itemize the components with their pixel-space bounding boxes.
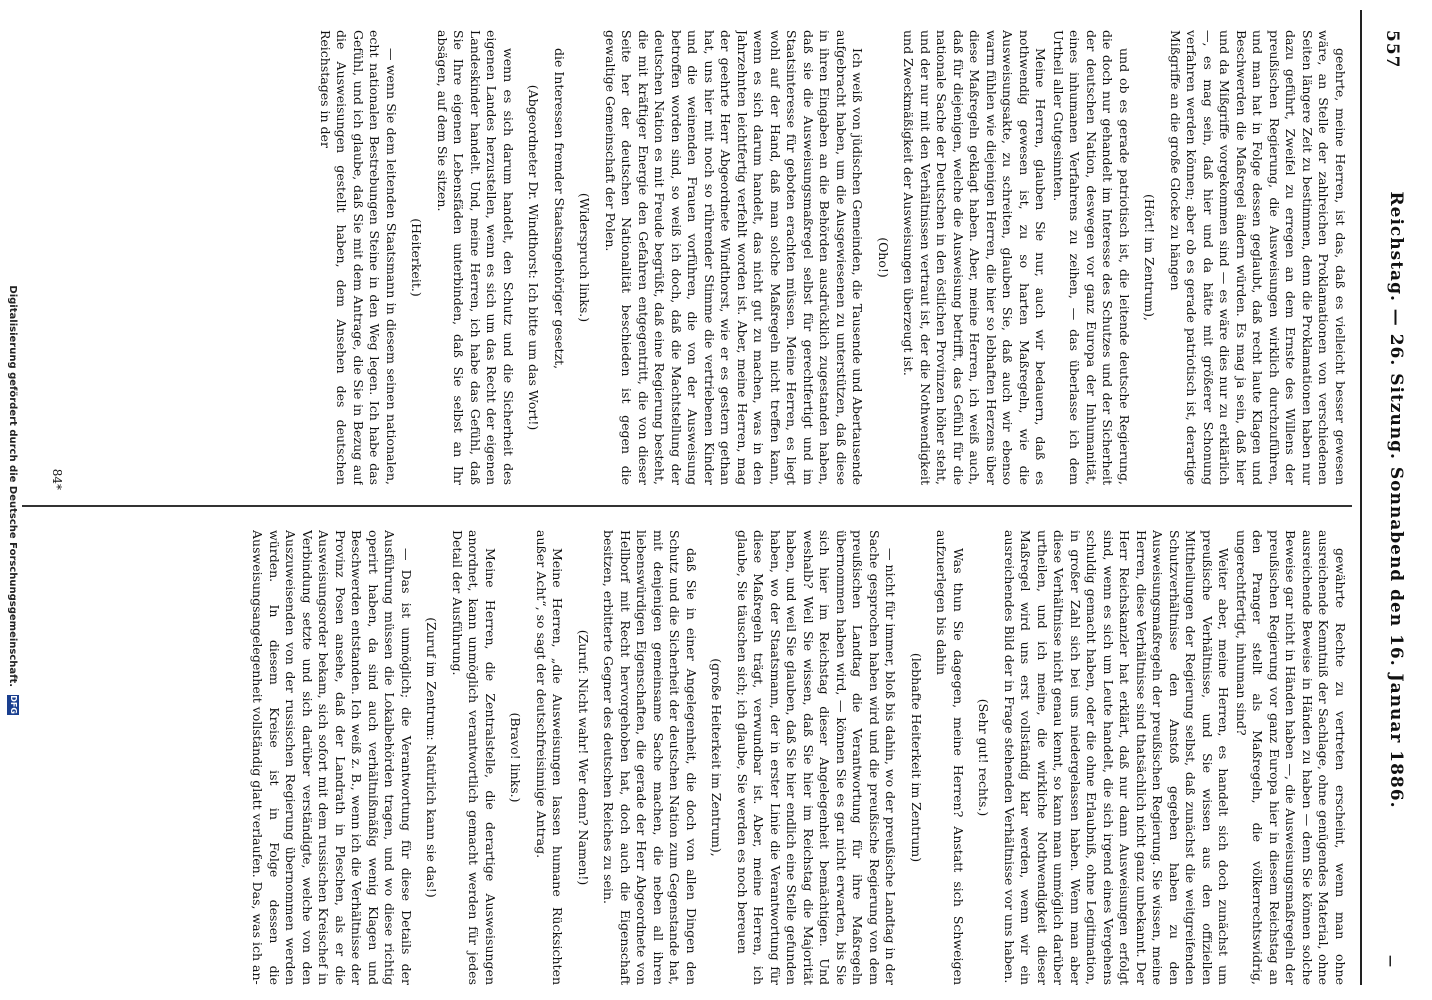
header-rule	[1360, 10, 1362, 985]
interjection: (Hört! im Zentrum),	[1142, 193, 1158, 321]
paragraph: — wenn Sie dem leitenden Staatsmann in diesem seinen nationalen, echt nationalen Bestrebungen Steine in den Weg legen. Ich habe das Gefühl, und ich glaube, daß Sie mit dem Antrage, die Sie in Bezug auf die Ausweisungen gestellt haben, dem Ansehen des deutschen Reichstages in der	[318, 30, 399, 485]
dfg-logo-icon: DFG	[9, 695, 18, 714]
interjection: (lebhafte Heiterkeit im Zentrum)	[909, 652, 924, 863]
paragraph: Meine Herren, die Zentralstelle, die derartige Ausweisungen anordnet, kann unmöglich verantwortlich gemacht werden für jedes Detail der Ausführung.	[450, 530, 498, 985]
paragraph: und ob es gerade patriotisch ist, die leitende deutsche Regierung, die doch nur gehandelt im Interesse des Schutzes und der Sicherheit der deutschen Nation, deswegen vor ganz Europa der Inhumanität, eines inhumanen Verfahrens zu zeihen, — das überlasse ich dem Urtheil aller Gutgesinnten.	[1051, 30, 1132, 485]
interjection: (Heiterkeit.)	[409, 218, 425, 297]
interjection: (Bravo! links.)	[508, 712, 524, 803]
page-title: Reichstag. — 26. Sitzung. Sonnabend den 16. Januar 1886.	[1386, 191, 1406, 809]
text-column-right	[43, 530, 1348, 985]
footer-text: Digitalisierung gefördert durch die Deutsche Forschungsgemeinschaft.	[7, 285, 18, 688]
paragraph: — Das ist unmöglich; die Verantwortung für diese Details der Ausführung müssen die Lokalbehörden tragen, und wo diese richtig operirt haben, da sind auch verhältnißmäßig wenig Klagen und Beschwerden entstanden. Ich weiß z. B., wenn ich die Verhältnisse der Provinz Posen ansehe, daß der Landrath in Pleschen, als er die Ausweisungsorder bekam, sich sofort mit dem russischen Kreischef in Verbindung setzte und sich darüber verständigte, welche von den Auszuweisenden von der russischen Regierung übernommen werden würden. In diesem Kreise ist in Folge dessen die Ausweisungsangelegenheit vollständig glatt verlaufen. Das, was ich an-	[250, 530, 414, 985]
interjection: (Zuruf im Zentrum: Natürlich kann sie das!)	[424, 617, 440, 898]
digitization-footer	[4, 0, 20, 1000]
paragraph: — nicht für immer, bloß bis dahin, wo der preußische Landtag in der Sache gesprochen haben wird und die preußische Regierung von dem preußischen Landtag die Verantwortung für ihre Maßregeln übernommen haben wird, — können Sie es gar nicht erwarten, bis Sie sich hier im Reichstag dieser Angelegenheit bemächtigen. Und weshalb? Weil Sie wissen, daß Sie hier im Reichstag die Majorität haben, und weil Sie glauben, daß Sie hier endlich eine Stelle gefunden haben, wo der Staatsmann, der in erster Linie die Verantwortung für diese Maßregeln trägt, verwundbar ist. Aber, meine Herren, ich glaube, Sie täuschen sich; ich glaube, Sie werden es noch bereuen	[735, 530, 899, 985]
paragraph: wenn es sich darum handelt, den Schutz und die Sicherheit des eigenen Landes herzustellen, wenn es sich um das Recht der eigenen Landeskinder handelt. Und, meine Herren, ich habe das Gefühl, daß Sie Ihre eigenen Lebensfäden unterbinden, daß Sie selbst an Ihr absägen, auf dem Sie sitzen.	[435, 30, 516, 485]
header-marker: —	[1384, 955, 1398, 968]
paragraph: die Interessen fremder Staatsangehöriger gesetzt,	[552, 48, 567, 370]
paragraph: Meine Herren, glauben Sie nur, auch wir bedauern, daß es nothwendig gewesen ist, zu so harten Maßregeln, wie die Ausweisungsakte, zu schreiten, glauben Sie, daß auch wir ebenso warm fühlen wie diejenigen Herren, die hier so lebhaften Herzens über diese Maßregeln geklagt haben. Aber, meine Herren, ich weiß auch, daß für diejenigen, welche die Ausweisung betrifft, das Gefühl für die nationale Sache der Deutschen in den östlichen Provinzen höher steht, und der nur mit den Verhältnissen vertraut ist, der die Nothwendigkeit und Zweckmäßigkeit der Ausweisungen überzeugt ist.	[901, 30, 1049, 485]
column-divider	[22, 505, 1352, 507]
interjection: (Widerspruch links.)	[577, 192, 593, 323]
paragraph: Meine Herren, „die Ausweisungen lassen humane Rücksichten außer Acht“, so sagt der deutschfreisinnige Antrag.	[534, 530, 566, 985]
paragraph: Was thun Sie dagegen, meine Herren? Anstatt sich Schweigen aufzuerlegen bis dahin	[934, 530, 966, 985]
interjection: (Abgeordneter Dr. Windthorst: Ich bitte um das Wort!)	[526, 84, 542, 431]
interjection: (Oho!)	[876, 237, 891, 278]
paragraph: Weiter aber, meine Herren, es handelt sich doch zunächst um preußische Verhältnisse, und Sie wissen aus den offiziellen Mittheilungen der Regierung selbst, daß zunächst die weitgreifenden Schutzverhältnisse den Anstoß gegeben haben zu den Ausweisungsmaßregeln der preußischen Regierung. Sie wissen, meine Herren, diese Verhältnisse sind thatsächlich nicht ganz unbekannt. Der Herr Reichskanzler hat erklärt, daß nur dann Ausweisungen erfolgt sind, wenn es sich um Leute handelt, die sich irgend eines Vergehens schuldig gemacht haben, oder die ohne Erlaubniß, ohne Legitimation, in großer Zahl sich bei uns niedergelassen haben. Wenn man aber diese Verhältnisse nicht genau kennt, so kann man unmöglich darüber urtheilen, und ich meine, die wirkliche Nothwendigkeit dieser Maßregel wird uns erst vollständig klar werden, wenn wir ein ausreichendes Bild der in Frage stehenden Verhältnisse vor uns haben.	[1002, 530, 1232, 985]
interjection: (Zuruf: Nicht wahr! Wer denn? Namen!)	[576, 629, 591, 886]
page-header	[1370, 20, 1420, 980]
page-number: 557	[1382, 30, 1402, 69]
paragraph: daß Sie in einer Angelegenheit, die doch von allen Dingen den Schutz und die Sicherheit der deutschen Nation zum Gegenstande hat, mit denjenigen gemeinsame Sache machen, die neben all ihren liebenswürdigen Eigenschaften, die gerade der Herr Abgeordnete von Hellborf mit Recht hervorgehoben hat, doch auch die Eigenschaft besitzen, erbitterte Gegner des deutschen Reiches zu sein.	[601, 530, 699, 985]
text-column-left	[43, 30, 1348, 485]
paragraph: Ich weiß von jüdischen Gemeinden, die Tausende und Abertausende aufgebracht haben, um die Ausgewiesenen zu unterstützen, daß diese in ihren Eingaben an die Behörden ausdrücklich zugestanden haben, daß sie die Ausweisungsmaßregel selbst für gerechtfertigt und im Staatsinteresse für geboten erachten müssen. Meine Herren, es liegt wohl auf der Hand, daß man solche Maßregeln nicht treffen kann, wenn es sich darum handelt, das nicht gut zu machen, was in den Jahrzehnten leichtfertig verfehlt worden ist. Aber, meine Herren, mag der geehrte Herr Abgeordnete Windthorst, wie er es gestern gethan hat, uns hier mit noch so rührender Stimme die vertriebenen Kinder und die weinenden Frauen vorführen, die von der Ausweisung betroffen worden sind, so weiß ich doch, daß die Machtstellung der deutschen Nation es mit Freude begrüßt, daß eine Regierung besteht, die mit kräftiger Energie den Gefahren entgegentritt, die von dieser Seite her der deutschen Nationalität beschieden ist gegen die gewaltige Gemeinschaft der Polen.	[603, 30, 866, 485]
paragraph: geehrte, meine Herren, ist das, daß es vielleicht besser gewesen wäre, an Stelle der zahlreichen Proklamationen von verschiedenen Seiten längere Zeit zu bestimmen, denn die Proklamationen haben nur dazu geführt, Zweifel zu erregen an dem Ernste des Willens der preußischen Regierung, die Ausweisungen wirklich durchzuführen, und man hat in Folge dessen geglaubt, daß recht laute Klagen und Beschwerden die Maßregel ändern würden. Es mag ja sein, daß hier und da Mißgriffe vorgekommen sind — es wäre dies nur zu erklärlich —, es mag sein, daß hier und da hätte mit größerer Schonung verfahren werden können; aber ob es gerade patriotisch ist, derartige Mißgriffe an die große Glocke zu hängen	[1168, 30, 1348, 485]
signature-mark: 84*	[50, 468, 64, 490]
paragraph: gewährte Rechte zu vertreten erscheint, wenn man ohne ausreichende Kenntniß der Sachlage, ohne genügendes Material, ohne ausreichende Beweise in Händen zu haben — denn Sie können solche Beweise gar nicht in Händen haben —, die Ausweisungsmaßregeln der preußischen Regierung vor ganz Europa hier in diesem Reichstag an den Pranger stellt als Maßregeln, die völkerrechtswidrig, ungerechtfertigt, inhuman sind?	[1234, 530, 1348, 985]
interjection: (große Heiterkeit im Zentrum),	[709, 658, 725, 857]
interjection: (Sehr gut! rechts.)	[976, 698, 992, 817]
